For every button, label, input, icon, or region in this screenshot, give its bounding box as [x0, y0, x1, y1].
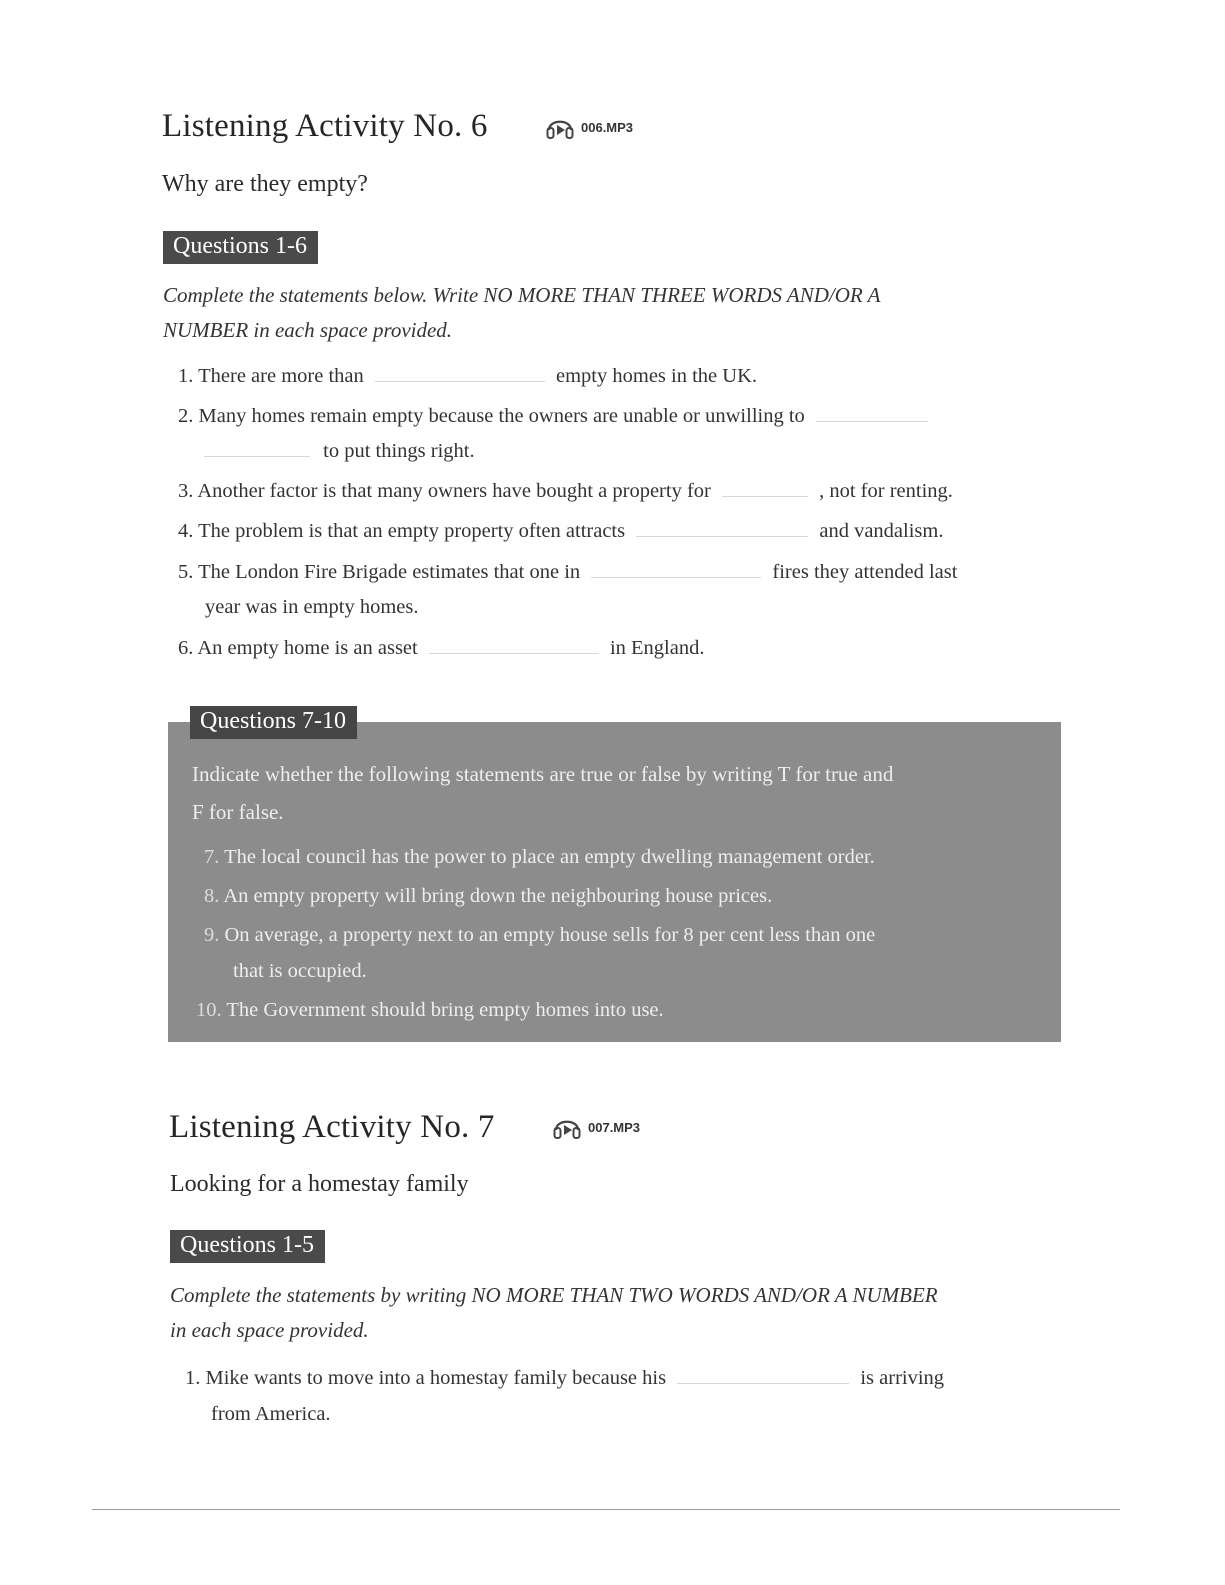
question-item: [178, 561, 957, 584]
question-number: 3.: [178, 480, 194, 502]
question-text: to put things right.: [323, 440, 475, 462]
question-text: and vandalism.: [819, 520, 944, 542]
question-text: in England.: [609, 637, 705, 659]
section-label-questions-1-6: Questions 1-6: [163, 231, 318, 264]
answer-blank[interactable]: [677, 1383, 849, 1384]
question-number: 10.: [196, 999, 222, 1021]
question-text: The local council has the power to place an empty dwelling management order.: [224, 846, 875, 868]
question-item-continued: [204, 440, 475, 463]
question-text: The problem is that an empty property often attracts: [198, 520, 626, 542]
question-item: [204, 885, 772, 908]
question-text: There are more than: [198, 365, 364, 387]
question-text: On average, a property next to an empty house sells for 8 per cent less than one: [224, 924, 876, 946]
answer-blank[interactable]: [816, 421, 928, 422]
question-item: [178, 365, 757, 388]
question-item: [185, 1367, 944, 1390]
question-text: An empty home is an asset: [197, 637, 418, 659]
question-item: [196, 999, 664, 1022]
answer-blank[interactable]: [375, 381, 545, 382]
question-number: 7.: [204, 846, 220, 868]
question-number: 8.: [204, 885, 220, 907]
instruction-line: Complete the statements below. Write NO MORE THAN THREE WORDS AND/OR A: [163, 283, 881, 307]
question-item: [204, 924, 875, 947]
activity7-audio[interactable]: [552, 1113, 640, 1141]
question-text: Many homes remain empty because the owners are unable or unwilling to: [198, 405, 805, 427]
activity6-title: Listening Activity No. 6: [162, 108, 488, 144]
question-item: [178, 405, 928, 428]
question-text: fires they attended last: [772, 561, 958, 583]
headphones-icon: [552, 1113, 582, 1141]
question-number: 4.: [178, 520, 194, 542]
question-text: The Government should bring empty homes into use.: [226, 999, 664, 1021]
section-label-questions-1-5: Questions 1-5: [170, 1230, 325, 1263]
instruction-line: NUMBER in each space provided.: [163, 318, 453, 342]
instruction-line: Indicate whether the following statements are true or false by writing T for true and: [192, 762, 894, 786]
footer-divider: [92, 1509, 1120, 1510]
activity7-subtitle: Looking for a homestay family: [170, 1171, 469, 1197]
instruction-line: F for false.: [192, 800, 284, 824]
question-text: Another factor is that many owners have bought a property for: [197, 480, 711, 502]
question-item: [204, 846, 875, 869]
answer-blank[interactable]: [204, 456, 310, 457]
headphones-icon: [545, 113, 575, 141]
question-text: year was in empty homes.: [205, 596, 419, 618]
question-number: 5.: [178, 561, 194, 583]
question-number: 1.: [185, 1367, 201, 1389]
question-text: The London Fire Brigade estimates that one in: [198, 561, 581, 583]
question-text: from America.: [211, 1403, 331, 1425]
activity6-subtitle: Why are they empty?: [162, 171, 368, 197]
answer-blank[interactable]: [591, 577, 761, 578]
question-text: empty homes in the UK.: [556, 365, 758, 387]
answer-blank[interactable]: [429, 653, 599, 654]
audio-file-label: 006.MP3: [581, 119, 634, 135]
activity7-title: Listening Activity No. 7: [169, 1109, 495, 1145]
question-item: [178, 637, 704, 660]
instruction-line: Complete the statements by writing NO MORE THAN TWO WORDS AND/OR A NUMBER: [170, 1283, 938, 1307]
question-number: 9.: [204, 924, 220, 946]
answer-blank[interactable]: [636, 536, 808, 537]
question-number: 6.: [178, 637, 194, 659]
section-label-questions-7-10: Questions 7-10: [190, 706, 357, 739]
answer-blank[interactable]: [722, 496, 808, 497]
activity6-audio[interactable]: [545, 113, 633, 141]
question-number: 2.: [178, 405, 194, 427]
question-item-continued: [211, 1403, 331, 1426]
question-text: An empty property will bring down the neighbouring house prices.: [223, 885, 773, 907]
question-item: [178, 480, 953, 503]
question-item-continued: [205, 596, 419, 619]
question-number: 1.: [178, 365, 194, 387]
audio-file-label: 007.MP3: [588, 1119, 641, 1135]
question-text: Mike wants to move into a homestay family because his: [205, 1367, 667, 1389]
question-text: is arriving: [860, 1367, 945, 1389]
instruction-line: in each space provided.: [170, 1318, 369, 1342]
question-text: that is occupied.: [233, 960, 367, 982]
question-text: , not for renting.: [819, 480, 953, 502]
question-item: [178, 520, 943, 543]
question-item-continued: [233, 960, 367, 983]
